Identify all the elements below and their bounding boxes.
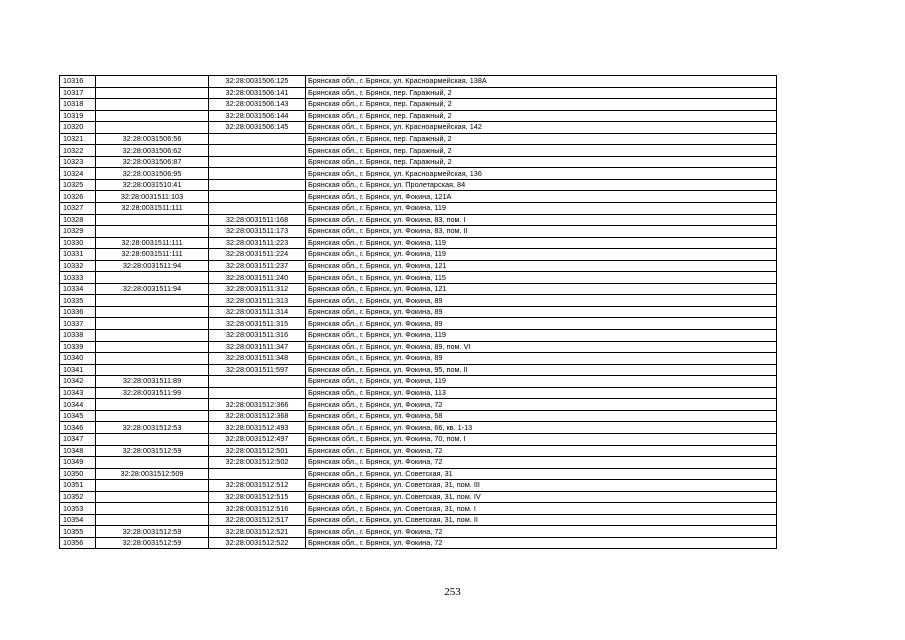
row-number-cell: 10333	[60, 272, 96, 284]
building-cadastral-number-cell: 32:28:0031511:240	[209, 272, 306, 284]
address-cell: Брянская обл., г. Брянск, пер. Гаражный, 2	[306, 99, 777, 111]
land-cadastral-number-cell	[96, 76, 209, 88]
table-row	[60, 260, 777, 272]
address-cell: Брянская обл., г. Брянск, ул. Фокина, 89	[306, 353, 777, 365]
row-number-cell: 10321	[60, 133, 96, 145]
building-cadastral-number-cell: 32:28:0031511:223	[209, 237, 306, 249]
building-cadastral-number-cell: 32:28:0031511:237	[209, 260, 306, 272]
land-cadastral-number-cell: 32:28:0031510:41	[96, 179, 209, 191]
land-cadastral-number-cell: 32:28:0031512:59	[96, 537, 209, 549]
address-cell: Брянская обл., г. Брянск, ул. Фокина, 58	[306, 410, 777, 422]
land-cadastral-number-cell: 32:28:0031511:99	[96, 387, 209, 399]
land-cadastral-number-cell	[96, 364, 209, 376]
row-number-cell: 10325	[60, 179, 96, 191]
table-row	[60, 156, 777, 168]
table-row	[60, 364, 777, 376]
land-cadastral-number-cell	[96, 110, 209, 122]
row-number-cell: 10330	[60, 237, 96, 249]
land-cadastral-number-cell: 32:28:0031511:111	[96, 249, 209, 261]
land-cadastral-number-cell: 32:28:0031512:509	[96, 468, 209, 480]
building-cadastral-number-cell: 32:28:0031511:347	[209, 341, 306, 353]
building-cadastral-number-cell	[209, 179, 306, 191]
address-cell: Брянская обл., г. Брянск, ул. Фокина, 89	[306, 295, 777, 307]
address-cell: Брянская обл., г. Брянск, пер. Гаражный, 2	[306, 110, 777, 122]
table-row	[60, 468, 777, 480]
address-cell: Брянская обл., г. Брянск, пер. Гаражный, 2	[306, 145, 777, 157]
table-row	[60, 145, 777, 157]
address-cell: Брянская обл., г. Брянск, ул. Фокина, 66, кв. 1-13	[306, 422, 777, 434]
address-cell: Брянская обл., г. Брянск, ул. Фокина, 119	[306, 237, 777, 249]
row-number-cell: 10323	[60, 156, 96, 168]
building-cadastral-number-cell	[209, 156, 306, 168]
address-cell: Брянская обл., г. Брянск, ул. Фокина, 72	[306, 457, 777, 469]
address-cell: Брянская обл., г. Брянск, ул. Фокина, 119	[306, 330, 777, 342]
land-cadastral-number-cell	[96, 306, 209, 318]
building-cadastral-number-cell: 32:28:0031512:517	[209, 514, 306, 526]
building-cadastral-number-cell: 32:28:0031512:516	[209, 503, 306, 515]
building-cadastral-number-cell: 32:28:0031511:315	[209, 318, 306, 330]
building-cadastral-number-cell: 32:28:0031512:493	[209, 422, 306, 434]
land-cadastral-number-cell	[96, 353, 209, 365]
address-cell: Брянская обл., г. Брянск, ул. Красноармейская, 142	[306, 122, 777, 134]
building-cadastral-number-cell: 32:28:0031506:144	[209, 110, 306, 122]
table-row	[60, 399, 777, 411]
building-cadastral-number-cell: 32:28:0031506:143	[209, 99, 306, 111]
land-cadastral-number-cell	[96, 341, 209, 353]
table-row	[60, 433, 777, 445]
land-cadastral-number-cell: 32:28:0031506:62	[96, 145, 209, 157]
address-cell: Брянская обл., г. Брянск, ул. Фокина, 83, пом. I	[306, 214, 777, 226]
address-cell: Брянская обл., г. Брянск, ул. Красноармейская, 138А	[306, 76, 777, 88]
address-cell: Брянская обл., г. Брянск, ул. Советская, 31, пом. IV	[306, 491, 777, 503]
address-cell: Брянская обл., г. Брянск, ул. Фокина, 121	[306, 260, 777, 272]
row-number-cell: 10326	[60, 191, 96, 203]
row-number-cell: 10320	[60, 122, 96, 134]
address-cell: Брянская обл., г. Брянск, ул. Красноармейская, 136	[306, 168, 777, 180]
land-cadastral-number-cell: 32:28:0031511:103	[96, 191, 209, 203]
land-cadastral-number-cell: 32:28:0031511:111	[96, 203, 209, 215]
building-cadastral-number-cell: 32:28:0031511:313	[209, 295, 306, 307]
row-number-cell: 10341	[60, 364, 96, 376]
land-cadastral-number-cell: 32:28:0031506:87	[96, 156, 209, 168]
row-number-cell: 10317	[60, 87, 96, 99]
table-row	[60, 306, 777, 318]
row-number-cell: 10318	[60, 99, 96, 111]
table-row	[60, 526, 777, 538]
row-number-cell: 10339	[60, 341, 96, 353]
table-row	[60, 445, 777, 457]
registry-table-body	[60, 76, 777, 549]
land-cadastral-number-cell: 32:28:0031511:94	[96, 260, 209, 272]
row-number-cell: 10331	[60, 249, 96, 261]
land-cadastral-number-cell	[96, 318, 209, 330]
address-cell: Брянская обл., г. Брянск, ул. Фокина, 121	[306, 283, 777, 295]
building-cadastral-number-cell	[209, 387, 306, 399]
table-row	[60, 203, 777, 215]
building-cadastral-number-cell	[209, 145, 306, 157]
land-cadastral-number-cell	[96, 122, 209, 134]
building-cadastral-number-cell: 32:28:0031512:522	[209, 537, 306, 549]
building-cadastral-number-cell: 32:28:0031511:314	[209, 306, 306, 318]
building-cadastral-number-cell: 32:28:0031512:502	[209, 457, 306, 469]
row-number-cell: 10324	[60, 168, 96, 180]
row-number-cell: 10342	[60, 376, 96, 388]
land-cadastral-number-cell: 32:28:0031512:59	[96, 445, 209, 457]
address-cell: Брянская обл., г. Брянск, ул. Фокина, 72	[306, 399, 777, 411]
land-cadastral-number-cell	[96, 514, 209, 526]
address-cell: Брянская обл., г. Брянск, ул. Фокина, 119	[306, 376, 777, 388]
row-number-cell: 10336	[60, 306, 96, 318]
table-row	[60, 237, 777, 249]
land-cadastral-number-cell	[96, 272, 209, 284]
land-cadastral-number-cell	[96, 410, 209, 422]
land-cadastral-number-cell	[96, 99, 209, 111]
land-cadastral-number-cell: 32:28:0031511:94	[96, 283, 209, 295]
land-cadastral-number-cell	[96, 330, 209, 342]
land-cadastral-number-cell	[96, 87, 209, 99]
table-row	[60, 110, 777, 122]
building-cadastral-number-cell: 32:28:0031512:512	[209, 480, 306, 492]
land-cadastral-number-cell: 32:28:0031506:95	[96, 168, 209, 180]
address-cell: Брянская обл., г. Брянск, ул. Фокина, 72	[306, 445, 777, 457]
row-number-cell: 10346	[60, 422, 96, 434]
table-row	[60, 503, 777, 515]
land-cadastral-number-cell	[96, 295, 209, 307]
row-number-cell: 10344	[60, 399, 96, 411]
land-cadastral-number-cell: 32:28:0031512:53	[96, 422, 209, 434]
row-number-cell: 10356	[60, 537, 96, 549]
land-cadastral-number-cell	[96, 491, 209, 503]
address-cell: Брянская обл., г. Брянск, пер. Гаражный, 2	[306, 87, 777, 99]
land-cadastral-number-cell: 32:28:0031512:59	[96, 526, 209, 538]
table-row	[60, 87, 777, 99]
address-cell: Брянская обл., г. Брянск, ул. Фокина, 70, пом. I	[306, 433, 777, 445]
row-number-cell: 10319	[60, 110, 96, 122]
land-cadastral-number-cell	[96, 399, 209, 411]
row-number-cell: 10347	[60, 433, 96, 445]
address-cell: Брянская обл., г. Брянск, ул. Фокина, 95, пом. II	[306, 364, 777, 376]
table-row	[60, 191, 777, 203]
building-cadastral-number-cell: 32:28:0031511:348	[209, 353, 306, 365]
address-cell: Брянская обл., г. Брянск, пер. Гаражный, 2	[306, 156, 777, 168]
building-cadastral-number-cell	[209, 168, 306, 180]
row-number-cell: 10328	[60, 214, 96, 226]
building-cadastral-number-cell: 32:28:0031512:501	[209, 445, 306, 457]
table-row	[60, 168, 777, 180]
address-cell: Брянская обл., г. Брянск, ул. Фокина, 83, пом. II	[306, 226, 777, 238]
row-number-cell: 10352	[60, 491, 96, 503]
row-number-cell: 10338	[60, 330, 96, 342]
building-cadastral-number-cell: 32:28:0031512:368	[209, 410, 306, 422]
row-number-cell: 10327	[60, 203, 96, 215]
table-row	[60, 514, 777, 526]
land-cadastral-number-cell	[96, 503, 209, 515]
address-cell: Брянская обл., г. Брянск, ул. Фокина, 119	[306, 203, 777, 215]
address-cell: Брянская обл., г. Брянск, пер. Гаражный, 2	[306, 133, 777, 145]
table-row	[60, 122, 777, 134]
table-row	[60, 480, 777, 492]
address-cell: Брянская обл., г. Брянск, ул. Советская, 31, пом. II	[306, 514, 777, 526]
row-number-cell: 10345	[60, 410, 96, 422]
building-cadastral-number-cell: 32:28:0031511:168	[209, 214, 306, 226]
table-row	[60, 410, 777, 422]
row-number-cell: 10353	[60, 503, 96, 515]
land-cadastral-number-cell	[96, 214, 209, 226]
table-row	[60, 179, 777, 191]
row-number-cell: 10335	[60, 295, 96, 307]
building-cadastral-number-cell: 32:28:0031512:515	[209, 491, 306, 503]
land-cadastral-number-cell: 32:28:0031506:56	[96, 133, 209, 145]
table-row	[60, 491, 777, 503]
row-number-cell: 10354	[60, 514, 96, 526]
row-number-cell: 10316	[60, 76, 96, 88]
building-cadastral-number-cell: 32:28:0031511:173	[209, 226, 306, 238]
building-cadastral-number-cell: 32:28:0031512:366	[209, 399, 306, 411]
table-row	[60, 330, 777, 342]
row-number-cell: 10350	[60, 468, 96, 480]
row-number-cell: 10343	[60, 387, 96, 399]
table-row	[60, 376, 777, 388]
row-number-cell: 10340	[60, 353, 96, 365]
building-cadastral-number-cell: 32:28:0031506:125	[209, 76, 306, 88]
land-cadastral-number-cell: 32:28:0031511:89	[96, 376, 209, 388]
row-number-cell: 10329	[60, 226, 96, 238]
address-cell: Брянская обл., г. Брянск, ул. Советская, 31, пом. III	[306, 480, 777, 492]
row-number-cell: 10348	[60, 445, 96, 457]
address-cell: Брянская обл., г. Брянск, ул. Фокина, 89	[306, 318, 777, 330]
table-row	[60, 226, 777, 238]
table-row	[60, 283, 777, 295]
land-cadastral-number-cell	[96, 433, 209, 445]
land-cadastral-number-cell: 32:28:0031511:111	[96, 237, 209, 249]
land-cadastral-number-cell	[96, 226, 209, 238]
address-cell: Брянская обл., г. Брянск, ул. Фокина, 89	[306, 306, 777, 318]
table-row	[60, 341, 777, 353]
table-row	[60, 318, 777, 330]
row-number-cell: 10349	[60, 457, 96, 469]
address-cell: Брянская обл., г. Брянск, ул. Фокина, 119	[306, 249, 777, 261]
row-number-cell: 10351	[60, 480, 96, 492]
address-cell: Брянская обл., г. Брянск, ул. Советская, 31, пом. I	[306, 503, 777, 515]
row-number-cell: 10322	[60, 145, 96, 157]
table-row	[60, 353, 777, 365]
building-cadastral-number-cell	[209, 133, 306, 145]
address-cell: Брянская обл., г. Брянск, ул. Фокина, 72	[306, 537, 777, 549]
row-number-cell: 10334	[60, 283, 96, 295]
land-cadastral-number-cell	[96, 457, 209, 469]
table-row	[60, 295, 777, 307]
building-cadastral-number-cell: 32:28:0031511:312	[209, 283, 306, 295]
land-cadastral-number-cell	[96, 480, 209, 492]
building-cadastral-number-cell: 32:28:0031512:521	[209, 526, 306, 538]
building-cadastral-number-cell: 32:28:0031511:316	[209, 330, 306, 342]
building-cadastral-number-cell	[209, 376, 306, 388]
row-number-cell: 10332	[60, 260, 96, 272]
building-cadastral-number-cell: 32:28:0031506:145	[209, 122, 306, 134]
address-cell: Брянская обл., г. Брянск, ул. Фокина, 72	[306, 526, 777, 538]
address-cell: Брянская обл., г. Брянск, ул. Фокина, 121А	[306, 191, 777, 203]
table-row	[60, 249, 777, 261]
building-cadastral-number-cell	[209, 468, 306, 480]
table-row	[60, 387, 777, 399]
row-number-cell: 10355	[60, 526, 96, 538]
building-cadastral-number-cell	[209, 203, 306, 215]
address-cell: Брянская обл., г. Брянск, ул. Советская, 31	[306, 468, 777, 480]
building-cadastral-number-cell	[209, 191, 306, 203]
table-row	[60, 422, 777, 434]
row-number-cell: 10337	[60, 318, 96, 330]
address-cell: Брянская обл., г. Брянск, ул. Фокина, 115	[306, 272, 777, 284]
table-row	[60, 537, 777, 549]
table-row	[60, 76, 777, 88]
building-cadastral-number-cell: 32:28:0031511:224	[209, 249, 306, 261]
address-cell: Брянская обл., г. Брянск, ул. Фокина, 113	[306, 387, 777, 399]
page-number: 253	[444, 586, 461, 598]
building-cadastral-number-cell: 32:28:0031506:141	[209, 87, 306, 99]
address-cell: Брянская обл., г. Брянск, ул. Фокина, 89, пом. VI	[306, 341, 777, 353]
table-row	[60, 214, 777, 226]
registry-table	[59, 75, 777, 549]
address-cell: Брянская обл., г. Брянск, ул. Пролетарская, 84	[306, 179, 777, 191]
table-row	[60, 99, 777, 111]
building-cadastral-number-cell: 32:28:0031512:497	[209, 433, 306, 445]
table-row	[60, 457, 777, 469]
building-cadastral-number-cell: 32:28:0031511:597	[209, 364, 306, 376]
table-row	[60, 272, 777, 284]
table-row	[60, 133, 777, 145]
